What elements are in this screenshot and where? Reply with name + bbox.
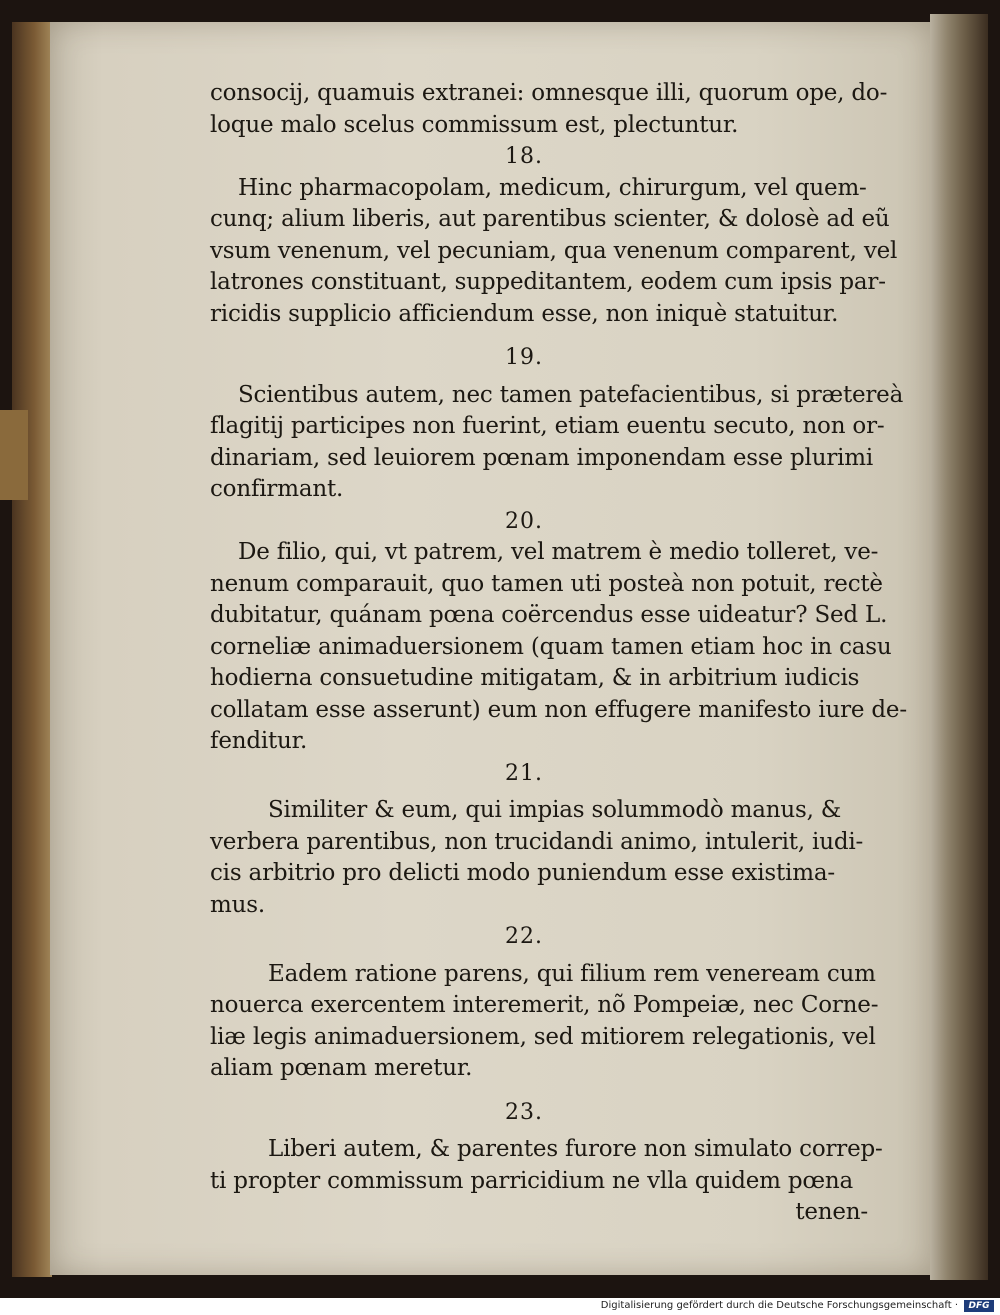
text-line: verbera parentibus, non trucidandi animo, intulerit, iudi-: [210, 828, 864, 855]
text-line: hodierna consuetudine mitigatam, & in arbitrium iudicis: [210, 665, 860, 691]
text-line: Liberi autem, & parentes furore non simulato correp-: [268, 1136, 883, 1162]
text-line: loque malo scelus commissum est, plectuntur.: [210, 111, 739, 138]
page-stack-edge: [930, 14, 988, 1280]
text-line: Eadem ratione parens, qui filium rem veneream cum: [268, 960, 876, 987]
text-line: vsum venenum, vel pecuniam, qua venenum comparent, vel: [210, 237, 898, 264]
text-line: consocij, quamuis extranei: omnesque illi, quorum ope, do-: [210, 80, 888, 106]
digitization-footer: [0, 1298, 1000, 1315]
section-number: 19.: [505, 345, 543, 370]
text-line: collatam esse asserunt) eum non effugere manifesto iure de-: [210, 696, 907, 723]
text-line: nouerca exercentem interemerit, nõ Pompeiæ, nec Corne-: [210, 992, 879, 1018]
page-text: [210, 78, 907, 1229]
text-line: dinariam, sed leuiorem pœnam imponendam esse plurimi: [210, 444, 874, 471]
text-line: latrones constituant, suppeditantem, eodem cum ipsis par-: [210, 269, 886, 295]
section-number: 23.: [505, 1099, 543, 1125]
text-line: flagitij participes non fuerint, etiam euentu secuto, non or-: [210, 413, 885, 439]
catchword: tenen-: [795, 1199, 868, 1225]
text-line: Hinc pharmacopolam, medicum, chirurgum, vel quem-: [238, 174, 867, 201]
text-line: fenditur.: [210, 728, 308, 754]
section-number: 18.: [505, 144, 543, 169]
section-number: 20.: [505, 508, 543, 534]
text-line: Scientibus autem, nec tamen patefacientibus, si prætereà: [238, 381, 904, 408]
text-line: ti propter commissum parricidium ne vlla quidem pœna: [210, 1167, 854, 1194]
text-line: aliam pœnam meretur.: [210, 1055, 473, 1081]
book-cover-edge: [12, 22, 52, 1277]
text-line: dubitatur, quánam pœna coërcendus esse uideatur? Sed L.: [210, 602, 888, 628]
footer-credit: Digitalisierung gefördert durch die Deutsche Forschungsgemeinschaft ·: [600, 1300, 958, 1311]
bookmark-tab: [0, 410, 28, 500]
text-line: De filio, qui, vt patrem, vel matrem è medio tolleret, ve-: [238, 539, 879, 565]
section-number: 22.: [505, 924, 543, 949]
text-line: liæ legis animaduersionem, sed mitiorem relegationis, vel: [210, 1023, 876, 1050]
text-line: mus.: [210, 891, 265, 918]
section-number: 21.: [505, 760, 543, 786]
text-line: Similiter & eum, qui impias solummodò manus, &: [268, 797, 842, 823]
text-line: ricidis supplicio afficiendum esse, non iniquè statuitur.: [210, 300, 839, 327]
text-line: cis arbitrio pro delicti modo puniendum esse existima-: [210, 860, 835, 886]
dfg-logo-icon: DFG: [964, 1300, 994, 1312]
text-line: confirmant.: [210, 476, 344, 502]
text-line: corneliæ animaduersionem (quam tamen etiam hoc in casu: [210, 633, 892, 660]
text-line: nenum comparauit, quo tamen uti posteà non potuit, rectè: [210, 570, 883, 597]
text-line: cunq; alium liberis, aut parentibus scienter, & dolosè ad eũ: [210, 206, 890, 232]
